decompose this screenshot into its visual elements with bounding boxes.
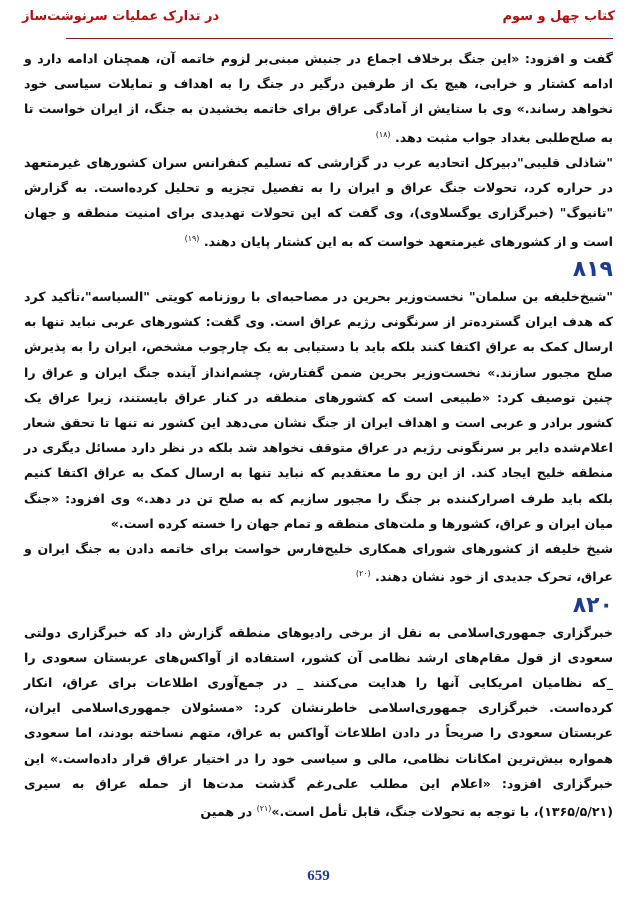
- footnote-marker: (۱۸): [375, 129, 391, 139]
- book-title: کتاب چهل و سوم: [502, 9, 615, 24]
- footnote-marker: (۱۹): [184, 233, 200, 243]
- document-number: ۸۱۹: [572, 257, 613, 282]
- paragraph: خبرگزاری جمهوری‌اسلامی به نقل از برخی رادیوهای منطقه گزارش داد که خبرگزاری دولتی سعودی از قول مقام‌های ارشد نظامی آن کشور، استفاده از آواکس‌های عربستان سعودی را _که نظامیان امریکایی آنها را هدایت می‌کنند _ در جمع‌آوری اطلاعات برای عراق، انکار کرده‌است. خبرگزاری جمهوری‌اسلامی خاطرنشان کرد: «مسئولان جمهوری‌اسلامی ایران، عربستان سعودی را صریحاً در دادن اطلاعات آواکس به عراق، متهم نساخته بودند، اما سعودی همواره بیش‌ترین امکانات نظامی، مالی و سیاسی خود را در اختیار عراق قرار داده‌است.» این خبرگزاری افزود: «اعلام این مطلب علی‌رغم گذشت مدت‌ها از حمله عراق به سیری (۱۳۶۵/۵/۲۱)، با توجه به تحولات جنگ، قابل تأمل است.»$^{(۲۱)}$ در همین: [24, 624, 613, 820]
- paragraph: "شاذلی قلیبی"دبیرکل اتحادیه عرب در گزارشی که تسلیم کنفرانس سران کشورهای غیرمتعهد در حراره کرد، تحولات جنگ عراق و ایران را به تفصیل تجزیه و تحلیل کرده‌است. به گزارش "تانیوگ" (خبرگزاری یوگسلاوی)، وی گفت که این تحولات تهدیدی برای امنیت منطقه و جهان است و از کشورهای غیرمتعهد خواست که به این کشتار پایان دهند. $^{(۱۹)}$: [24, 155, 613, 249]
- footnote-marker: (۲۰): [355, 569, 371, 579]
- section-title: در تدارک عملیات سرنوشت‌ساز: [22, 9, 220, 24]
- page-content: [24, 46, 613, 841]
- paragraph: گفت و افزود: «این جنگ برخلاف اجماع در جنبش مبنی‌بر لزوم خاتمه آن، همچنان ادامه دارد و ادامه کشتار و خرابی، هیچ یک از طرفین درگیر در جنگ را به اهداف و تمایلات سیاسی خود نخواهد رساند.» وی با ستایش از آمادگی عراق برای خاتمه بخشیدن به جنگ، از ایران خواست تا به صلح‌طلبی بغداد جواب مثبت دهد. $^{(۱۸)}$: [24, 51, 613, 145]
- header-rule: [66, 38, 613, 39]
- document-number: ۸۲۰: [572, 592, 613, 618]
- page-number: 659: [307, 868, 330, 884]
- paragraph: شیخ خلیفه از کشورهای شورای همکاری خلیج‌فارس خواست برای خاتمه دادن به جنگ ایران و عراق، تحرک جدیدی از خود نشان دهند. $^{(۲۰)}$: [24, 541, 613, 585]
- footnote-marker: (۲۱): [256, 804, 272, 814]
- paragraph: "شیخ‌خلیفه بن سلمان" نخست‌وزیر بحرین در مصاحبه‌ای با روزنامه کویتی "السیاسه"،تأکید کرد که هدف ایران گسترده‌تر از سرنگونی رژیم عراق است. وی گفت: کشورهای عربی نباید تنها به ارسال کمک به عراق اکتفا کنند بلکه باید با دستیابی به یک چارچوب مشخص، ایران را به پذیرش صلح مجبور سازند.» نخست‌وزیر بحرین ضمن گفتارش، چشم‌انداز آینده جنگ ایران و عراق را چنین توصیف کرد: «طبیعی است که کشورهای منطقه در کنار عراق بایستند، زیرا عراق یک کشور برادر و عربی است و اهداف ایران از جنگ نشان می‌دهد این کشور نه تنها تا تحقق شعار اعلام‌شده دایر بر سرنگونی رژیم در عراق متوقف نخواهد شد بلکه در نظر دارد مسائل دیگری در منطقه خلیج ایجاد کند. از این رو ما معتقدیم که نباید تنها به ارسال کمک به عراق اکتفا کنیم بلکه باید طرف اصرارکننده بر جنگ را مجبور سازیم که به صلح تن در دهد.» وی افزود: «جنگ میان ایران و عراق، کشورها و ملت‌های منطقه و تمام جهان را خسته کرده است.»: [24, 289, 613, 531]
- page-header: [22, 9, 615, 33]
